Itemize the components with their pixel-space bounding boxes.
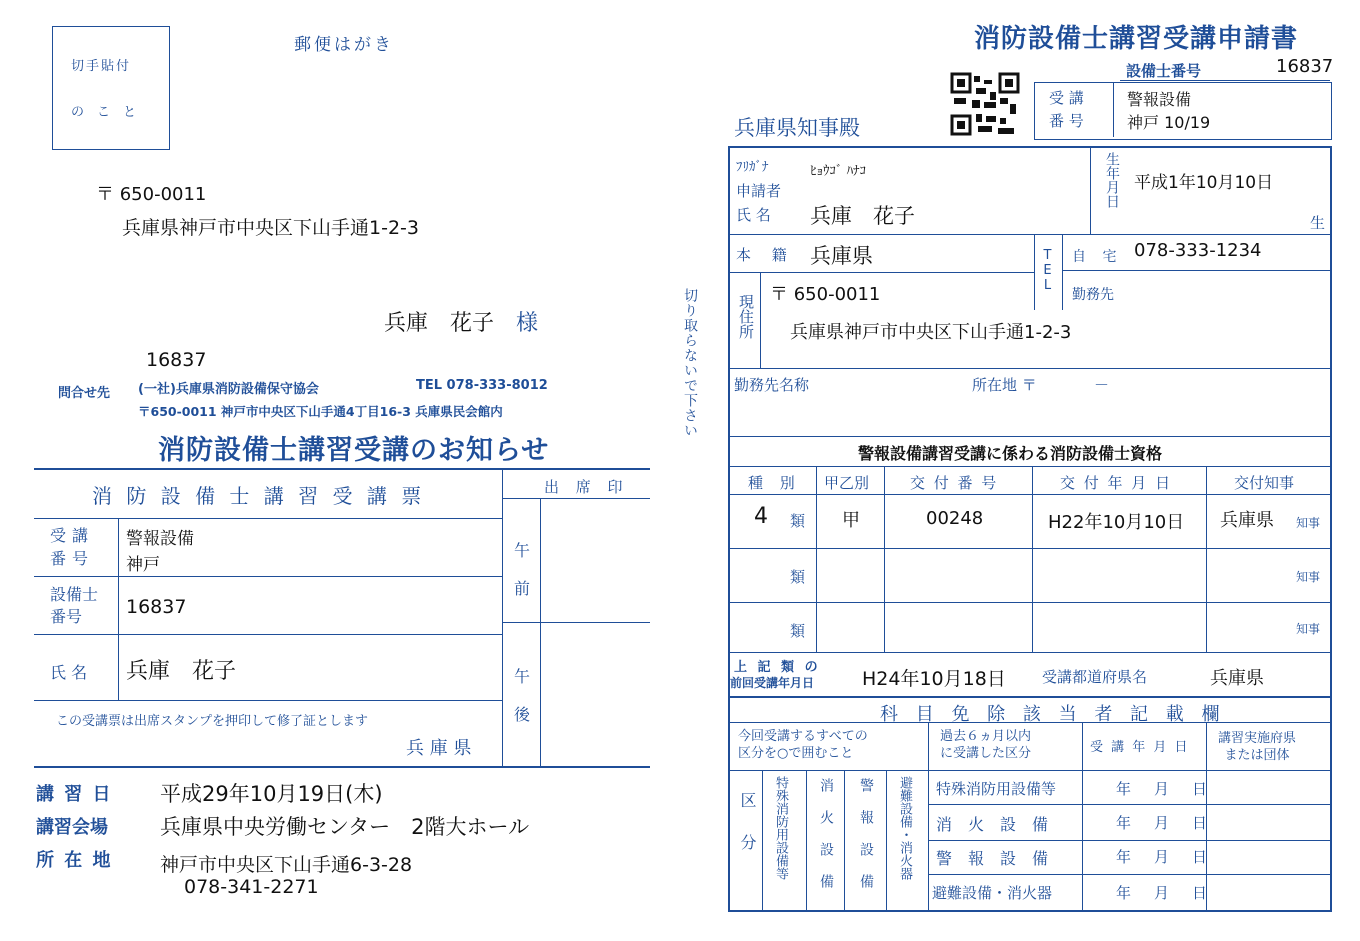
prev-pref-label: 受講都道府県名 xyxy=(1042,668,1148,686)
location: 神戸市中央区下山手通6-3-28 xyxy=(160,854,413,876)
app-receipt-box xyxy=(1034,82,1332,140)
address-postal: 〒 650-0011 xyxy=(770,284,881,305)
stamp-box xyxy=(52,26,170,150)
addressee: 兵庫県知事殿 xyxy=(734,116,860,140)
prev-label2: 前回受講年月日 xyxy=(730,676,815,690)
app-receipt-value2: 神戸 10/19 xyxy=(1127,113,1211,132)
row3-issuer-suffix: 知事 xyxy=(1296,622,1321,636)
past-ymd-4: 年 月 日 xyxy=(1116,884,1212,902)
pm-label: 午 後 xyxy=(514,667,531,724)
past-row-alarm: 警 報 設 備 xyxy=(936,849,1049,868)
home-label: 自 宅 xyxy=(1072,249,1123,265)
row1-type-suffix: 類 xyxy=(790,512,806,530)
birth-value: 平成1年10月10日 xyxy=(1134,173,1274,193)
past-ymd-2: 年 月 日 xyxy=(1116,814,1212,832)
ticket-title: 消 防 設 備 士 講 習 受 講 票 xyxy=(92,484,426,508)
exempt-col2: 過去６ヵ月以内 に受講した区分 xyxy=(940,729,1032,761)
location-tel: 078-341-2271 xyxy=(184,876,319,898)
row1-issue-no: 00248 xyxy=(926,508,984,529)
col-type: 種 別 xyxy=(748,474,801,492)
row1-issuer-suffix: 知事 xyxy=(1296,516,1321,530)
prev-value: H24年10月18日 xyxy=(862,668,1006,690)
contact-address: 〒650-0011 神戸市中央区下山手通4丁目16-3 兵庫県民会館内 xyxy=(138,404,503,419)
app-name-value: 兵庫 花子 xyxy=(810,204,915,228)
row1-kou-otsu: 甲 xyxy=(842,510,860,531)
venue-label: 講習会場 xyxy=(36,817,108,838)
row1-type-no: 4 xyxy=(754,504,768,529)
row3-type-suffix: 類 xyxy=(790,622,806,640)
row1-issuer: 兵庫県 xyxy=(1220,510,1274,531)
division-label: 区分 xyxy=(738,792,757,876)
ticket-name-label: 氏 名 xyxy=(50,663,88,682)
postal-code: 〒 650-0011 xyxy=(96,184,207,205)
recipient-address: 兵庫県神戸市中央区下山手通1-2-3 xyxy=(122,217,419,239)
app-receipt-label: 受 講 番 号 xyxy=(1049,89,1084,130)
division-special: 特殊消防用設備等 xyxy=(773,776,788,880)
postcard xyxy=(0,0,670,941)
am-label: 午 前 xyxy=(514,541,531,598)
contact-org: (一社)兵庫県消防設備保守協会 xyxy=(138,382,319,397)
cut-note: 切り取らないで下さい xyxy=(682,288,698,438)
qr-code xyxy=(950,72,1020,136)
venue: 兵庫県中央労働センター 2階大ホール xyxy=(160,815,530,839)
applicant-label: 申請者 xyxy=(736,182,782,200)
past-row-fire: 消 火 設 備 xyxy=(936,815,1049,834)
employer-location-label: 所在地 〒 xyxy=(972,376,1037,394)
recipient-name: 兵庫 花子 xyxy=(384,311,495,336)
col-issuer: 交付知事 xyxy=(1234,474,1295,492)
ticket-receipt-value1: 警報設備 xyxy=(126,529,194,549)
stamp-line2: の こ と xyxy=(71,105,137,120)
contact-label: 問合せ先 xyxy=(58,386,111,401)
exempt-col1: 今回受講するすべての 区分を○で囲むこと xyxy=(738,729,868,761)
ticket-tech-value: 16837 xyxy=(126,596,187,618)
exempt-col3: 受 講 年 月 日 xyxy=(1090,740,1190,755)
furigana-label: ﾌﾘｶﾞﾅ xyxy=(736,160,769,175)
ticket-receipt-label: 受講 番号 xyxy=(50,526,95,568)
reference-number: 16837 xyxy=(146,349,207,371)
employer-label: 勤務先名称 xyxy=(734,376,810,394)
prev-pref-value: 兵庫県 xyxy=(1210,668,1264,689)
application-title: 消防設備士講習受講申請書 xyxy=(974,24,1299,54)
qual-header: 警報設備講習受講に係わる消防設備士資格 xyxy=(858,444,1163,463)
past-row-special: 特殊消防用設備等 xyxy=(936,780,1057,798)
ticket-issuer: 兵 庫 県 xyxy=(406,738,472,759)
app-tech-label: 設備士番号 xyxy=(1126,62,1202,80)
home-value: 078-333-1234 xyxy=(1134,240,1262,261)
col-kou-otsu: 甲乙別 xyxy=(824,474,870,492)
furigana-value: ﾋｮｳｺﾞ ﾊﾅｺ xyxy=(810,164,867,179)
stamp-line1: 切手貼付 xyxy=(71,59,132,74)
address-label: 現住所 xyxy=(737,294,755,339)
work-tel-label: 勤務先 xyxy=(1072,287,1114,303)
ticket-name-value: 兵庫 花子 xyxy=(126,659,237,684)
lecture-date: 平成29年10月19日(木) xyxy=(160,782,383,806)
past-ymd-1: 年 月 日 xyxy=(1116,780,1212,798)
application-form xyxy=(720,0,1360,941)
domicile-value: 兵庫県 xyxy=(810,244,873,268)
division-alarm: 警報設備 xyxy=(858,778,874,906)
employer-dash: － xyxy=(1094,376,1110,394)
app-receipt-value1: 警報設備 xyxy=(1127,90,1192,109)
prev-label1: 上 記 類 の xyxy=(734,660,821,675)
birth-label: 生年月日 xyxy=(1104,152,1120,208)
past-row-evac: 避難設備・消火器 xyxy=(932,884,1053,902)
row2-type-suffix: 類 xyxy=(790,568,806,586)
division-fire: 消火設備 xyxy=(818,778,834,906)
row1-issue-date: H22年10月10日 xyxy=(1048,512,1185,533)
tel-label: TEL xyxy=(1040,248,1055,293)
col-issue-no: 交 付 番 号 xyxy=(910,474,999,492)
exempt-header: 科 目 免 除 該 当 者 記 載 欄 xyxy=(880,704,1226,725)
recipient-suffix: 様 xyxy=(516,311,539,336)
lecture-date-label: 講 習 日 xyxy=(36,784,113,805)
ticket-note: この受講票は出席スタンプを押印して修了証とします xyxy=(56,714,369,729)
ticket-tech-label: 設備士 番号 xyxy=(50,585,99,626)
app-name-label: 氏 名 xyxy=(736,206,771,224)
contact-tel: TEL 078-333-8012 xyxy=(416,378,548,393)
postcard-header: 郵便はがき xyxy=(294,35,394,55)
attendance-label: 出 席 印 xyxy=(544,478,629,496)
ticket-receipt-value2: 神戸 xyxy=(126,555,160,575)
app-tech-value: 16837 xyxy=(1276,56,1334,77)
division-evac: 避難設備・消火器 xyxy=(897,776,912,880)
ticket-box xyxy=(34,468,650,768)
domicile-label: 本 籍 xyxy=(736,246,795,264)
exempt-col4: 講習実施府県 または団体 xyxy=(1218,731,1297,763)
row2-issuer-suffix: 知事 xyxy=(1296,570,1321,584)
past-ymd-3: 年 月 日 xyxy=(1116,848,1212,866)
location-label: 所 在 地 xyxy=(36,850,113,871)
notice-title: 消防設備士講習受講のお知らせ xyxy=(158,435,550,466)
col-issue-date: 交 付 年 月 日 xyxy=(1060,474,1173,492)
birth-suffix: 生 xyxy=(1310,214,1326,232)
address-value: 兵庫県神戸市中央区下山手通1-2-3 xyxy=(790,322,1072,343)
